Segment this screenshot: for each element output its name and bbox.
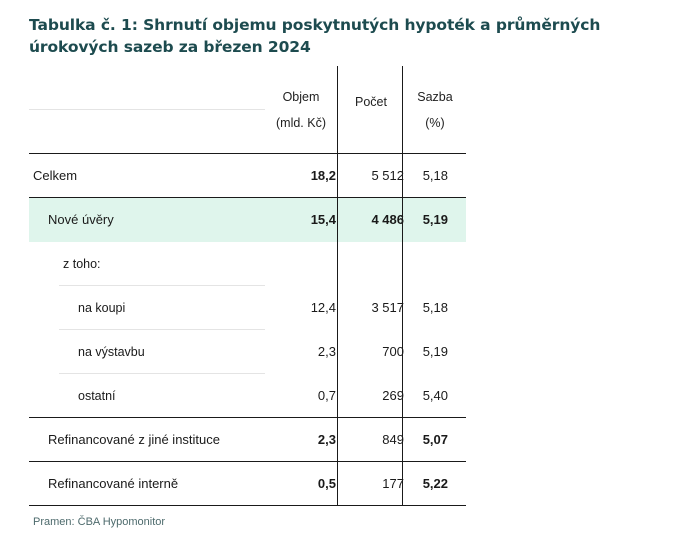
row-label: Refinancované z jiné instituce (48, 432, 220, 447)
cell-pocet: 4 486 (371, 212, 404, 227)
header-pocet: Počet (355, 95, 387, 109)
cell-pocet: 700 (382, 344, 404, 359)
table-row (29, 418, 466, 461)
row-label: Nové úvěry (48, 212, 114, 227)
cell-objem: 18,2 (310, 168, 336, 183)
row-label: na výstavbu (78, 344, 145, 359)
cell-sazba: 5,18 (422, 168, 448, 183)
row-label: Celkem (33, 168, 78, 183)
source-note: Pramen: ČBA Hypomonitor (33, 516, 166, 528)
header-objem-line1: Objem (282, 90, 320, 104)
table-title: Tabulka č. 1: Shrnutí objemu poskytnutých hypoték a průměrných úrokových sazeb za březen 2024 (29, 16, 601, 56)
table-row (29, 462, 466, 505)
cell-pocet: 177 (382, 476, 404, 491)
header-divider-light (29, 109, 265, 110)
cell-pocet: 269 (382, 388, 404, 403)
table-row (29, 330, 466, 373)
cell-sazba: 5,40 (422, 388, 448, 403)
cell-objem: 0,7 (317, 388, 336, 403)
cell-sazba: 5,19 (422, 212, 448, 227)
table-row (29, 198, 466, 241)
table-bottom-border (29, 505, 466, 506)
row-label: na koupi (78, 300, 126, 315)
table-row (29, 154, 466, 197)
header-sazba-line1: Sazba (417, 90, 453, 104)
cell-sazba: 5,19 (422, 344, 448, 359)
cell-objem: 12,4 (310, 300, 336, 315)
table-row (29, 286, 466, 329)
cell-sazba: 5,07 (422, 432, 448, 447)
cell-pocet: 849 (382, 432, 404, 447)
header-sazba-line2: (%) (425, 116, 445, 130)
cell-sazba: 5,22 (422, 476, 448, 491)
row-label: Refinancované interně (48, 476, 179, 491)
cell-pocet: 5 512 (371, 168, 404, 183)
row-label: z toho: (63, 256, 101, 271)
header-sazba (404, 84, 466, 136)
cell-pocet: 3 517 (371, 300, 404, 315)
cell-objem: 15,4 (310, 212, 336, 227)
table-row (29, 374, 466, 417)
table-row (29, 242, 466, 285)
header-objem (269, 84, 333, 136)
cell-objem: 2,3 (317, 344, 336, 359)
header-objem-line2: (mld. Kč) (276, 116, 326, 130)
row-label: ostatní (78, 388, 116, 403)
cell-objem: 2,3 (317, 432, 336, 447)
cell-objem: 0,5 (317, 476, 336, 491)
cell-sazba: 5,18 (422, 300, 448, 315)
mortgage-summary-table (29, 66, 466, 506)
